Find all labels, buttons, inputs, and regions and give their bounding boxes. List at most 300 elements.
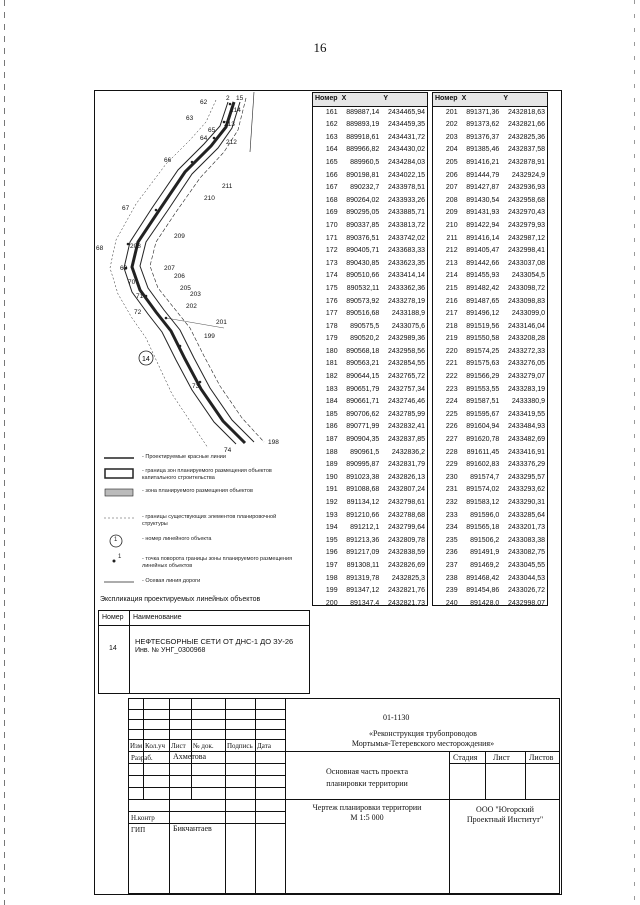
coord-cell-y: 2433083,38 bbox=[508, 536, 545, 544]
coord-cell-y: 2432924,9 bbox=[511, 171, 545, 179]
col-number: Номер bbox=[313, 93, 340, 106]
map-label: 68 bbox=[96, 245, 104, 252]
project-name-line1: «Реконструкция трубопроводов bbox=[369, 729, 477, 738]
coord-cell-y: 2434431,72 bbox=[388, 133, 425, 141]
name-gip: Бикчантаев bbox=[173, 824, 212, 833]
coord-table-right bbox=[432, 92, 548, 606]
coord-row bbox=[313, 472, 427, 485]
map-label: 69 bbox=[120, 265, 128, 272]
map-label: 213 bbox=[224, 121, 235, 128]
coord-cell-n: 226 bbox=[445, 423, 458, 431]
coord-row bbox=[313, 283, 427, 296]
coord-cell-n: 161 bbox=[325, 108, 338, 116]
coord-cell-n: 168 bbox=[325, 196, 338, 204]
coord-cell-y: 2432854,55 bbox=[388, 360, 425, 368]
col-x: X bbox=[340, 93, 382, 106]
section-line2: планировки территории bbox=[326, 779, 408, 788]
coord-cell-y: 2433285,64 bbox=[508, 511, 545, 519]
coord-row bbox=[433, 132, 547, 145]
map-label: 64 bbox=[200, 135, 208, 142]
coord-table-left bbox=[312, 92, 428, 606]
coord-cell-n: 224 bbox=[445, 398, 458, 406]
coord-cell-n: 231 bbox=[445, 486, 458, 494]
coord-cell-x: 891575,63 bbox=[466, 360, 500, 368]
coord-row bbox=[313, 270, 427, 283]
role-razrab: Разраб. bbox=[131, 754, 153, 762]
coord-row bbox=[433, 396, 547, 409]
coord-cell-n: 238 bbox=[445, 574, 458, 582]
coord-cell-y: 2433272,33 bbox=[508, 347, 545, 355]
coord-cell-n: 228 bbox=[445, 448, 458, 456]
col-doc: № док. bbox=[193, 742, 214, 750]
coord-cell-y: 2433146,04 bbox=[508, 322, 545, 330]
coord-cell-y: 2433099,0 bbox=[511, 310, 545, 318]
explication-title: Экспликация проектируемых линейных объектов bbox=[100, 596, 261, 603]
coord-cell-n: 185 bbox=[325, 410, 338, 418]
map-label: 205 bbox=[180, 285, 191, 292]
coord-row bbox=[433, 321, 547, 334]
coord-cell-y: 2432825,3 bbox=[391, 574, 425, 582]
coord-row bbox=[433, 560, 547, 573]
coord-cell-y: 2433276,05 bbox=[508, 360, 545, 368]
map-label: 74 bbox=[224, 447, 232, 454]
map-label: 209 bbox=[174, 233, 185, 240]
coord-cell-y: 2433045,55 bbox=[508, 561, 545, 569]
coord-cell-n: 237 bbox=[445, 561, 458, 569]
coord-cell-x: 891376,37 bbox=[466, 133, 500, 141]
coord-row bbox=[313, 522, 427, 535]
coord-cell-n: 230 bbox=[445, 473, 458, 481]
coord-cell-y: 2433188,9 bbox=[391, 310, 425, 318]
explication-row-inv: Инв. № УНГ_0300968 bbox=[135, 647, 206, 654]
coord-cell-x: 891319,78 bbox=[346, 574, 380, 582]
col-number: Номер bbox=[433, 93, 460, 106]
coord-row bbox=[433, 535, 547, 548]
coord-cell-x: 890337,85 bbox=[346, 221, 380, 229]
coord-row bbox=[313, 182, 427, 195]
coord-cell-y: 2432807,24 bbox=[388, 486, 425, 494]
coord-row bbox=[433, 245, 547, 258]
coord-cell-n: 201 bbox=[445, 108, 458, 116]
coord-row bbox=[433, 472, 547, 485]
coord-cell-n: 191 bbox=[325, 486, 338, 494]
coord-cell-x: 891595,67 bbox=[466, 410, 500, 418]
coord-cell-y: 2433933,26 bbox=[388, 196, 425, 204]
coord-cell-y: 2434430,02 bbox=[388, 146, 425, 154]
coord-row bbox=[433, 421, 547, 434]
map-label: 214 bbox=[230, 107, 241, 114]
map-label: 2 bbox=[226, 95, 230, 102]
coord-cell-x: 889960,5 bbox=[350, 158, 380, 166]
coord-cell-y: 2432878,91 bbox=[508, 158, 545, 166]
coord-cell-n: 220 bbox=[445, 347, 458, 355]
coord-cell-y: 2434284,03 bbox=[388, 158, 425, 166]
coord-row bbox=[313, 547, 427, 560]
coord-row bbox=[313, 220, 427, 233]
coord-cell-x: 891611,45 bbox=[466, 448, 500, 456]
coord-cell-y: 2433742,02 bbox=[388, 234, 425, 242]
coord-row bbox=[313, 421, 427, 434]
coord-cell-n: 175 bbox=[325, 284, 338, 292]
coord-cell-n: 206 bbox=[445, 171, 458, 179]
scan-margin-right bbox=[634, 0, 635, 905]
coord-cell-n: 183 bbox=[325, 385, 338, 393]
coord-cell-x: 890430,85 bbox=[346, 259, 380, 267]
coord-cell-x: 890651,79 bbox=[346, 385, 380, 393]
coord-cell-x: 891427,87 bbox=[466, 184, 500, 192]
coord-row bbox=[433, 409, 547, 422]
coord-cell-y: 2433414,14 bbox=[388, 272, 425, 280]
explication-header bbox=[99, 611, 309, 626]
coord-cell-n: 209 bbox=[445, 209, 458, 217]
coord-cell-y: 2433482,69 bbox=[508, 436, 545, 444]
coord-cell-y: 2433295,57 bbox=[508, 473, 545, 481]
coord-row bbox=[313, 308, 427, 321]
coord-row bbox=[313, 409, 427, 422]
coord-cell-y: 2432987,12 bbox=[508, 234, 545, 242]
coord-cell-n: 178 bbox=[325, 322, 338, 330]
coord-row bbox=[433, 308, 547, 321]
coord-cell-y: 2432818,63 bbox=[508, 108, 545, 116]
coord-cell-y: 2433278,19 bbox=[388, 297, 425, 305]
coord-cell-x: 890232,7 bbox=[350, 184, 380, 192]
col-date: Дата bbox=[257, 742, 271, 750]
coord-cell-y: 2432958,68 bbox=[508, 196, 545, 204]
coord-cell-n: 236 bbox=[445, 549, 458, 557]
coord-cell-x: 890563,21 bbox=[346, 360, 380, 368]
coord-cell-x: 889966,82 bbox=[346, 146, 380, 154]
coord-cell-x: 891405,47 bbox=[466, 247, 500, 255]
coord-cell-x: 890516,68 bbox=[346, 310, 380, 318]
coord-cell-x: 891431,93 bbox=[466, 209, 500, 217]
scan-margin-left bbox=[4, 0, 5, 905]
coord-cell-y: 2432831,79 bbox=[388, 461, 425, 469]
coord-cell-y: 2433683,33 bbox=[388, 247, 425, 255]
org-line2: Проектный Институт" bbox=[466, 815, 544, 824]
coord-cell-n: 227 bbox=[445, 436, 458, 444]
coord-cell-n: 186 bbox=[325, 423, 338, 431]
coord-cell-y: 2432826,69 bbox=[388, 561, 425, 569]
coord-cell-y: 2432821,76 bbox=[388, 587, 425, 595]
coord-cell-y: 2432998,07 bbox=[508, 599, 545, 607]
coord-cell-x: 891213,36 bbox=[346, 536, 380, 544]
coord-cell-n: 204 bbox=[445, 146, 458, 154]
coord-cell-y: 2432837,58 bbox=[508, 146, 545, 154]
map-label: 72 bbox=[134, 309, 142, 316]
coord-cell-n: 192 bbox=[325, 499, 338, 506]
page-number: 16 bbox=[313, 40, 327, 55]
coord-cell-y: 2433813,72 bbox=[388, 221, 425, 229]
coord-cell-n: 162 bbox=[325, 121, 338, 129]
coord-cell-x: 891444,79 bbox=[466, 171, 500, 179]
coord-row bbox=[313, 258, 427, 271]
project-name-line2: Мортымья-Тетеревского месторождения» bbox=[351, 739, 495, 748]
coord-cell-n: 211 bbox=[446, 234, 458, 242]
coord-cell-y: 2433054,5 bbox=[511, 272, 545, 280]
coord-cell-y: 2432838,59 bbox=[388, 549, 425, 557]
coord-cell-x: 891371,36 bbox=[466, 108, 500, 116]
coord-cell-y: 2434459,35 bbox=[388, 121, 425, 129]
coord-cell-y: 2433380,9 bbox=[511, 398, 545, 406]
coord-cell-x: 891134,12 bbox=[346, 499, 380, 506]
coord-cell-n: 208 bbox=[445, 196, 458, 204]
coord-row bbox=[313, 598, 427, 611]
coord-cell-x: 891023,38 bbox=[346, 473, 380, 481]
coord-cell-y: 2434465,94 bbox=[388, 108, 425, 116]
map-label: 71 bbox=[136, 293, 144, 300]
coord-cell-x: 891487,65 bbox=[466, 297, 500, 305]
coord-cell-x: 890510,66 bbox=[346, 272, 380, 280]
coord-cell-n: 164 bbox=[325, 146, 338, 154]
coord-cell-x: 891596,0 bbox=[470, 511, 500, 519]
coord-cell-x: 890644,15 bbox=[346, 373, 380, 381]
coord-cell-x: 891566,29 bbox=[466, 373, 500, 381]
coord-cell-y: 2432798,61 bbox=[388, 499, 425, 506]
col-x: X bbox=[460, 93, 502, 106]
coord-cell-y: 2433290,31 bbox=[508, 499, 545, 506]
coord-cell-n: 189 bbox=[325, 461, 338, 469]
col-list: Лист bbox=[171, 742, 186, 750]
coord-cell-x: 890771,99 bbox=[346, 423, 380, 431]
doc-code: 01-1130 bbox=[383, 713, 410, 722]
coord-cell-y: 2433362,36 bbox=[388, 284, 425, 292]
coord-row bbox=[313, 245, 427, 258]
role-gip: ГИП bbox=[131, 826, 146, 834]
coord-row bbox=[313, 396, 427, 409]
coord-row bbox=[433, 434, 547, 447]
coord-row bbox=[433, 497, 547, 510]
col-kol: Кол.уч bbox=[145, 742, 165, 750]
coord-cell-x: 889893,19 bbox=[346, 121, 380, 129]
coord-row bbox=[313, 484, 427, 497]
coord-cell-n: 239 bbox=[445, 587, 458, 595]
coord-cell-x: 891604,94 bbox=[466, 423, 500, 431]
coord-cell-x: 891519,56 bbox=[466, 322, 500, 330]
coord-cell-x: 890961,5 bbox=[350, 448, 380, 456]
drawing-line2: М 1:5 000 bbox=[350, 813, 384, 822]
coord-cell-x: 890520,2 bbox=[350, 335, 380, 343]
col-sign: Подпись bbox=[227, 742, 253, 750]
coord-cell-y: 2433044,53 bbox=[508, 574, 545, 582]
coord-cell-x: 891416,21 bbox=[466, 158, 500, 166]
map-label: 198 bbox=[268, 439, 279, 446]
coord-row bbox=[313, 170, 427, 183]
coord-cell-n: 216 bbox=[445, 297, 458, 305]
coord-cell-n: 197 bbox=[325, 561, 338, 569]
coord-cell-x: 889918,61 bbox=[346, 133, 380, 141]
coord-cell-y: 2432826,13 bbox=[388, 473, 425, 481]
coord-cell-x: 891428,0 bbox=[470, 599, 500, 607]
coord-cell-x: 890904,35 bbox=[346, 436, 380, 444]
coord-cell-x: 890995,87 bbox=[346, 461, 380, 469]
map-label: 67 bbox=[122, 205, 130, 212]
coord-row bbox=[433, 157, 547, 170]
title-block bbox=[128, 698, 560, 894]
coord-cell-y: 2433978,51 bbox=[388, 184, 425, 192]
coord-cell-n: 222 bbox=[445, 373, 458, 381]
coord-cell-n: 176 bbox=[325, 297, 338, 305]
sheet-label: Лист bbox=[493, 753, 510, 762]
coord-cell-y: 2432998,41 bbox=[508, 247, 545, 255]
coord-cell-x: 891088,68 bbox=[346, 486, 380, 494]
coord-row bbox=[313, 106, 427, 119]
coord-row bbox=[433, 447, 547, 460]
coord-row bbox=[433, 333, 547, 346]
coord-cell-y: 2434022,15 bbox=[388, 171, 425, 179]
map-label: 199 bbox=[204, 333, 215, 340]
coord-cell-y: 2432970,43 bbox=[508, 209, 545, 217]
coord-cell-x: 891583,12 bbox=[466, 499, 500, 506]
map-label: 62 bbox=[200, 99, 208, 106]
coord-cell-x: 891506,2 bbox=[470, 536, 500, 544]
coord-row bbox=[313, 434, 427, 447]
coord-cell-n: 207 bbox=[445, 184, 458, 192]
coord-row bbox=[433, 384, 547, 397]
map-label: 203 bbox=[190, 291, 201, 298]
col-y: Y bbox=[381, 93, 427, 106]
map-label: 201 bbox=[216, 319, 227, 326]
coord-cell-n: 193 bbox=[325, 511, 338, 519]
coord-cell-n: 181 bbox=[325, 360, 338, 368]
coord-cell-n: 205 bbox=[445, 158, 458, 166]
coord-row bbox=[313, 459, 427, 472]
coord-cell-n: 167 bbox=[325, 184, 338, 192]
coord-row bbox=[433, 207, 547, 220]
coord-row bbox=[313, 384, 427, 397]
coord-cell-y: 2433279,07 bbox=[508, 373, 545, 381]
coord-cell-n: 219 bbox=[445, 335, 458, 343]
coord-cell-y: 2433293,62 bbox=[508, 486, 545, 494]
coord-cell-n: 179 bbox=[325, 335, 338, 343]
coord-row bbox=[433, 371, 547, 384]
coord-cell-y: 2432765,72 bbox=[388, 373, 425, 381]
legend: - Проектируемые красные линии - граница зон планируемого размещения объектов капитального строительства - зона планируемого размещения объектов - границы существующих элементов планировочной структуры 1 - номер линейного объекта 1 - точка поворота границы зоны планируемого размещения линейных объектов - Осевая линия дороги bbox=[104, 452, 310, 592]
coord-cell-y: 2432832,41 bbox=[388, 423, 425, 431]
coord-cell-y: 2432958,56 bbox=[388, 347, 425, 355]
coord-cell-x: 891496,12 bbox=[466, 310, 500, 318]
coord-row bbox=[313, 560, 427, 573]
col-izm: Изм bbox=[130, 742, 143, 750]
coord-cell-n: 184 bbox=[325, 398, 338, 406]
legend-circle-number: 1 bbox=[114, 537, 118, 543]
coord-cell-n: 180 bbox=[325, 347, 338, 355]
map-label: 212 bbox=[226, 139, 237, 146]
coord-cell-n: 214 bbox=[445, 272, 458, 280]
map-label: 202 bbox=[186, 303, 197, 310]
coord-row bbox=[313, 497, 427, 510]
coord-row bbox=[433, 106, 547, 119]
coord-cell-n: 213 bbox=[445, 259, 458, 267]
coord-row bbox=[313, 321, 427, 334]
coord-cell-n: 199 bbox=[325, 587, 338, 595]
coord-cell-x: 890264,02 bbox=[346, 196, 380, 204]
coord-row bbox=[433, 296, 547, 309]
map-label: 207 bbox=[164, 265, 175, 272]
coord-cell-x: 890575,5 bbox=[350, 322, 380, 330]
coord-cell-y: 2432989,36 bbox=[388, 335, 425, 343]
coord-cell-n: 223 bbox=[445, 385, 458, 393]
sheets-label: Листов bbox=[529, 753, 554, 762]
coord-cell-x: 891212,1 bbox=[350, 524, 380, 532]
coord-row bbox=[313, 358, 427, 371]
coord-cell-x: 891455,93 bbox=[466, 272, 500, 280]
coord-cell-n: 169 bbox=[325, 209, 338, 217]
coord-cell-x: 891347,4 bbox=[350, 599, 380, 607]
coord-row bbox=[433, 195, 547, 208]
map-label: 73 bbox=[192, 383, 200, 390]
coord-row bbox=[433, 522, 547, 535]
coord-cell-x: 890661,71 bbox=[346, 398, 380, 406]
coord-cell-x: 891308,11 bbox=[346, 561, 380, 569]
coord-cell-x: 890295,05 bbox=[346, 209, 380, 217]
coord-cell-y: 2433075,6 bbox=[391, 322, 425, 330]
coord-cell-n: 173 bbox=[325, 259, 338, 267]
coord-row bbox=[313, 573, 427, 586]
coord-cell-x: 891347,12 bbox=[346, 587, 380, 595]
coord-cell-n: 212 bbox=[445, 247, 458, 255]
org-line1: ООО "Югорский bbox=[476, 805, 534, 814]
object-number: 14 bbox=[142, 356, 150, 363]
map-label: 70 bbox=[128, 279, 136, 286]
coord-cell-n: 187 bbox=[325, 436, 338, 444]
coord-cell-y: 2432837,85 bbox=[388, 436, 425, 444]
coord-cell-x: 891454,86 bbox=[466, 587, 500, 595]
col-y: Y bbox=[501, 93, 547, 106]
coord-cell-n: 190 bbox=[325, 473, 338, 481]
coord-cell-x: 891442,66 bbox=[466, 259, 500, 267]
coord-row bbox=[313, 144, 427, 157]
coord-row bbox=[433, 598, 547, 611]
coord-cell-x: 891587,51 bbox=[466, 398, 500, 406]
coord-row bbox=[433, 270, 547, 283]
coord-row bbox=[313, 447, 427, 460]
stage-label: Стадия bbox=[453, 753, 478, 762]
coord-cell-y: 2432799,64 bbox=[388, 524, 425, 532]
coord-row bbox=[433, 459, 547, 472]
coord-row bbox=[313, 296, 427, 309]
coord-cell-y: 2433208,28 bbox=[508, 335, 545, 343]
coord-cell-n: 203 bbox=[445, 133, 458, 141]
coord-cell-y: 2433037,08 bbox=[508, 259, 545, 267]
coord-cell-n: 171 bbox=[325, 234, 338, 242]
coord-row bbox=[433, 144, 547, 157]
coord-cell-n: 170 bbox=[325, 221, 338, 229]
coord-cell-x: 891491,9 bbox=[470, 549, 500, 557]
coord-cell-x: 890405,71 bbox=[346, 247, 380, 255]
coord-cell-x: 891574,25 bbox=[466, 347, 500, 355]
coord-cell-y: 2432979,93 bbox=[508, 221, 545, 229]
coord-cell-n: 217 bbox=[445, 310, 458, 318]
coord-cell-n: 177 bbox=[325, 310, 338, 318]
coord-cell-y: 2432825,36 bbox=[508, 133, 545, 141]
coord-cell-x: 891602,83 bbox=[466, 461, 500, 469]
coord-cell-y: 2432788,68 bbox=[388, 511, 425, 519]
coord-cell-y: 2433098,72 bbox=[508, 284, 545, 292]
coord-row bbox=[313, 333, 427, 346]
coord-cell-y: 2433376,29 bbox=[508, 461, 545, 469]
coord-row bbox=[313, 233, 427, 246]
coord-cell-y: 2432821,66 bbox=[508, 121, 545, 129]
coord-cell-x: 889887,14 bbox=[346, 108, 380, 116]
coord-cell-n: 233 bbox=[445, 511, 458, 519]
coord-cell-y: 2432785,99 bbox=[388, 410, 425, 418]
coord-cell-n: 200 bbox=[325, 599, 338, 607]
coord-cell-n: 182 bbox=[325, 373, 338, 381]
coord-row bbox=[313, 157, 427, 170]
coord-cell-n: 225 bbox=[445, 410, 458, 418]
coord-row bbox=[433, 233, 547, 246]
coord-cell-n: 166 bbox=[325, 171, 338, 179]
